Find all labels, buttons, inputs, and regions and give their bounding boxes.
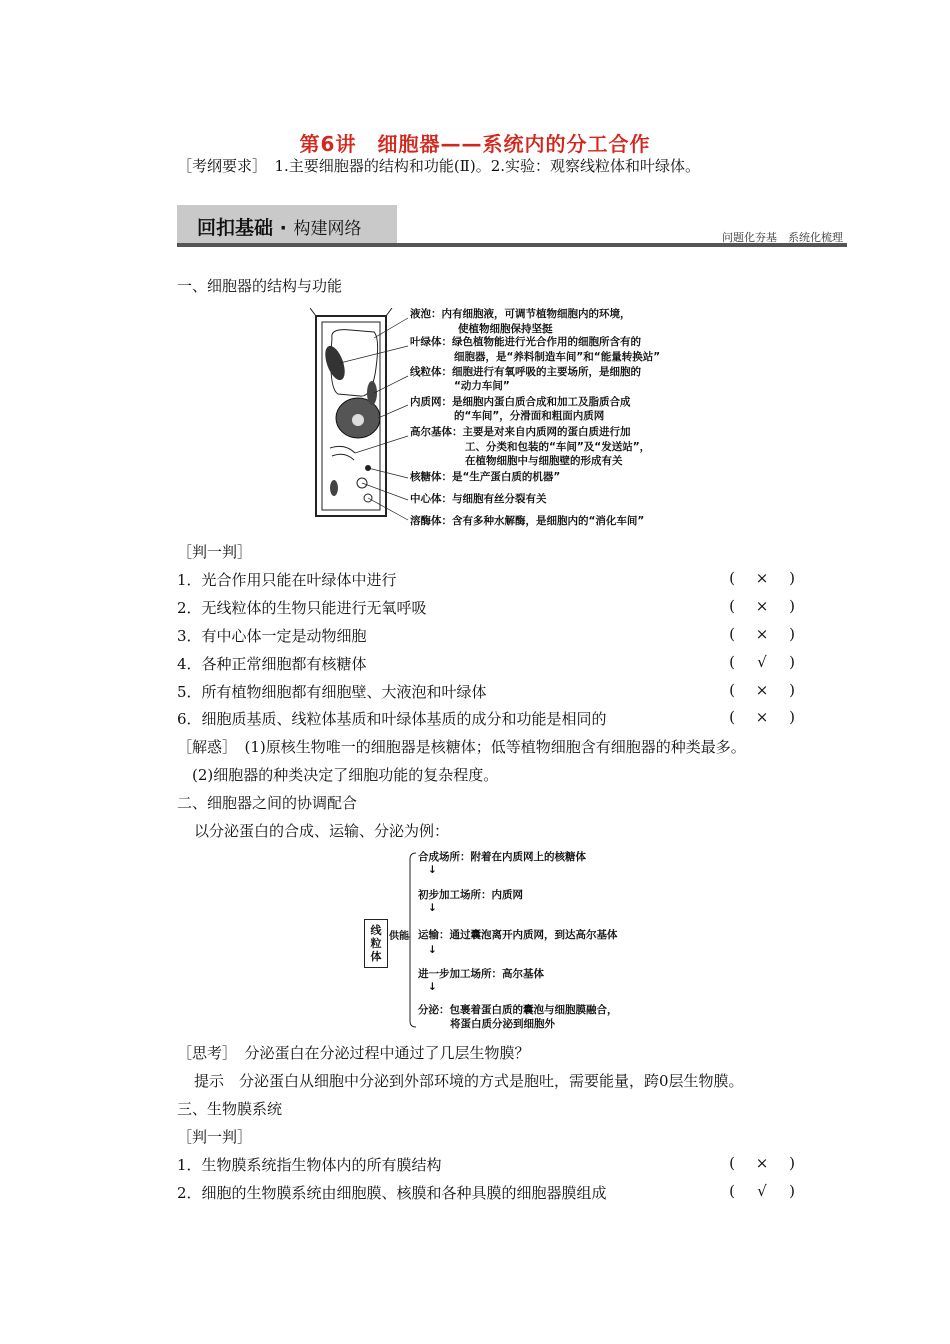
flow-arrow-icon: ↓ <box>428 864 437 876</box>
label-ribosome: 核糖体：是“生产蛋白质的机器” <box>410 471 561 483</box>
answer-mark: √ <box>757 653 767 671</box>
judge1-mark <box>717 597 795 615</box>
banner-dot: · <box>279 217 287 239</box>
section3-heading: 三、生物膜系统 <box>177 1100 283 1118</box>
judge1-mark <box>717 569 795 587</box>
exam-requirement: ［考纲要求］ 1.主要细胞器的结构和功能(Ⅱ)。2.实验：观察线粒体和叶绿体。 <box>177 157 701 175</box>
flow-step-initial-processing: 初步加工场所：内质网 <box>418 889 523 901</box>
sikao-hint: 提示 分泌蛋白从细胞中分泌到外部环境的方式是胞吐，需要能量，跨0层生物膜。 <box>194 1072 744 1090</box>
page-title: 第6讲 细胞器——系统内的分工合作 <box>299 132 651 156</box>
paren-close: ) <box>789 569 795 587</box>
jiehuo-line1: ［解惑］ (1)原核生物唯一的细胞器是核糖体；低等植物细胞含有细胞器的种类最多。 <box>177 738 746 756</box>
label-golgi-2: 工、分类和包装的“车间”及“发送站”， <box>465 441 651 453</box>
judge1-mark <box>717 653 795 671</box>
label-vacuole-2: 使植物细胞保持坚挺 <box>458 323 553 335</box>
paren-close: ) <box>789 597 795 615</box>
label-mitochondria-2: “动力车间” <box>454 380 510 392</box>
judge2-mark <box>717 1182 795 1200</box>
banner-left-text: 回扣基础 <box>197 217 274 239</box>
label-vacuole: 液泡：内有细胞液，可调节植物细胞内的环境， <box>410 308 631 320</box>
judge1-mark <box>717 625 795 643</box>
answer-mark: × <box>755 597 769 615</box>
section1-heading: 一、细胞器的结构与功能 <box>177 277 343 295</box>
paren-open: ( <box>729 653 735 671</box>
paren-open: ( <box>729 708 735 726</box>
banner-right-label: 构建网络 <box>293 219 362 239</box>
flow-step-secretion: 分泌：包裹着蛋白质的囊泡与细胞膜融合， <box>418 1004 618 1016</box>
judge2-label: ［判一判］ <box>177 1128 253 1146</box>
paren-close: ) <box>789 708 795 726</box>
label-golgi-3: 在植物细胞中与细胞壁的形成有关 <box>465 455 623 467</box>
judge1-item: 1．光合作用只能在叶绿体中进行 <box>177 571 397 589</box>
banner-title <box>197 213 361 240</box>
answer-mark: √ <box>757 1182 767 1200</box>
judge1-mark <box>717 708 795 726</box>
paren-close: ) <box>789 681 795 699</box>
paren-close: ) <box>789 1154 795 1172</box>
judge1-item: 4．各种正常细胞都有核糖体 <box>177 655 367 673</box>
answer-mark: × <box>755 569 769 587</box>
paren-open: ( <box>729 681 735 699</box>
flow-step-transport: 运输：通过囊泡离开内质网，到达高尔基体 <box>418 929 618 941</box>
paren-open: ( <box>729 597 735 615</box>
paren-close: ) <box>789 653 795 671</box>
label-er-2: 的“车间”，分滑面和粗面内质网 <box>454 410 605 422</box>
judge1-item: 2．无线粒体的生物只能进行无氧呼吸 <box>177 599 427 617</box>
cell-diagram <box>310 303 690 533</box>
answer-mark: × <box>755 681 769 699</box>
paren-open: ( <box>729 1154 735 1172</box>
label-mitochondria: 线粒体：细胞进行有氧呼吸的主要场所，是细胞的 <box>410 366 641 378</box>
label-centrosome: 中心体：与细胞有丝分裂有关 <box>410 493 547 505</box>
supply-energy-label: 供能 <box>389 931 409 942</box>
label-golgi: 高尔基体：主要是对来自内质网的蛋白质进行加 <box>410 426 631 438</box>
judge1-item: 5．所有植物细胞都有细胞壁、大液泡和叶绿体 <box>177 683 487 701</box>
answer-mark: × <box>755 625 769 643</box>
answer-mark: × <box>755 708 769 726</box>
paren-open: ( <box>729 569 735 587</box>
sikao-question: ［思考］ 分泌蛋白在分泌过程中通过了几层生物膜？ <box>177 1044 530 1062</box>
judge1-item: 3．有中心体一定是动物细胞 <box>177 627 367 645</box>
paren-open: ( <box>729 1182 735 1200</box>
label-er: 内质网：是细胞内蛋白质合成和加工及脂质合成 <box>410 396 631 408</box>
judge1-mark <box>717 681 795 699</box>
secretion-flow-diagram <box>362 845 662 1035</box>
flow-bracket <box>406 845 418 1035</box>
paren-open: ( <box>729 625 735 643</box>
banner-tagline: 问题化夯基 系统化梳理 <box>722 231 843 244</box>
paren-close: ) <box>789 1182 795 1200</box>
mitochondria-box: 线粒体 <box>364 919 388 968</box>
section2-heading: 二、细胞器之间的协调配合 <box>177 794 358 812</box>
label-chloroplast: 叶绿体：绿色植物能进行光合作用的细胞所含有的 <box>410 336 641 348</box>
plant-cell-illustration <box>310 308 410 523</box>
jiehuo-line2: (2)细胞器的种类决定了细胞功能的复杂程度。 <box>192 766 499 784</box>
judge1-label: ［判一判］ <box>177 543 253 561</box>
judge2-mark <box>717 1154 795 1172</box>
judge2-item: 2．细胞的生物膜系统由细胞膜、核膜和各种具膜的细胞器膜组成 <box>177 1184 607 1202</box>
flow-step-synthesis: 合成场所：附着在内质网上的核糖体 <box>418 851 586 863</box>
section-banner <box>177 205 847 247</box>
paren-close: ) <box>789 625 795 643</box>
flow-arrow-icon: ↓ <box>428 944 437 956</box>
flow-arrow-icon: ↓ <box>428 902 437 914</box>
flow-step-further-processing: 进一步加工场所：高尔基体 <box>418 968 544 980</box>
flow-step-secretion-2: 将蛋白质分泌到细胞外 <box>450 1018 555 1030</box>
label-lysosome: 溶酶体：含有多种水解酶，是细胞内的“消化车间” <box>410 515 645 527</box>
label-chloroplast-2: 细胞器，是“养料制造车间”和“能量转换站” <box>454 351 661 363</box>
judge1-item: 6．细胞质基质、线粒体基质和叶绿体基质的成分和功能是相同的 <box>177 710 607 728</box>
flow-arrow-icon: ↓ <box>428 981 437 993</box>
section2-intro: 以分泌蛋白的合成、运输、分泌为例： <box>194 822 450 840</box>
judge2-item: 1．生物膜系统指生物体内的所有膜结构 <box>177 1156 442 1174</box>
answer-mark: × <box>755 1154 769 1172</box>
